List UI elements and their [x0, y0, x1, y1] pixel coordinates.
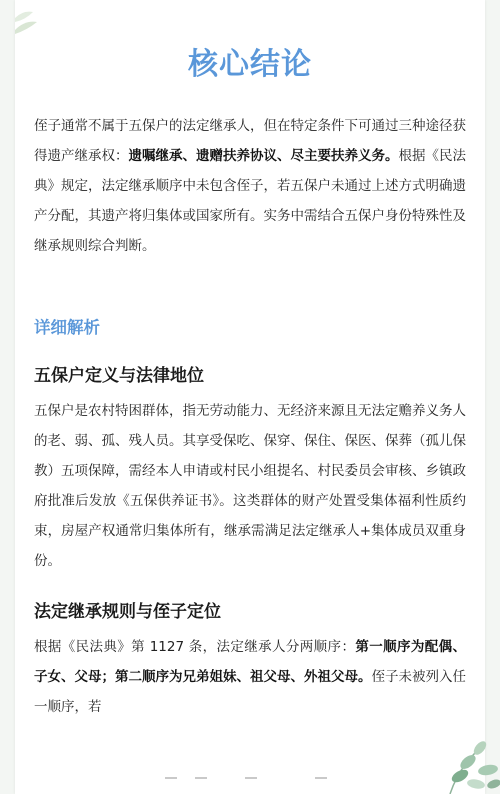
section2-heading: 法定继承规则与侄子定位 — [34, 602, 221, 622]
section2-tail: 侄子未被列入任一顺序，若 — [34, 669, 466, 715]
corner-leaf-icon — [15, 0, 55, 40]
conclusion-lead: 侄子通常不属于五保户的法定继承人，但在特定条件下可通过三种途径获得遗产继承权： — [34, 118, 466, 164]
document-page — [15, 0, 485, 794]
section2-lead: 根据《民法典》第 1127 条，法定继承人分两顺序： — [34, 639, 356, 655]
leaf-decoration-icon — [390, 684, 500, 794]
section1-heading: 五保户定义与法律地位 — [34, 366, 204, 386]
detail-heading: 详细解析 — [34, 318, 100, 337]
page-title: 核心结论 — [188, 47, 312, 82]
divider-dashes — [165, 776, 335, 780]
conclusion-tail: 根据《民法典》规定，法定继承顺序中未包含侄子，若五保户未通过上述方式明确遗产分配，其遗产将归集体或国家所有。实务中需结合五保户身份特殊性及继承规则综合判断。 — [34, 148, 466, 254]
section2-emphasis: 第一顺序为配偶、子女、父母；第二顺序为兄弟姐妹、祖父母、外祖父母。 — [34, 639, 466, 685]
section1-body: 五保户是农村特困群体，指无劳动能力、无经济来源且无法定赡养义务人的老、弱、孤、残人员。其享受保吃、保穿、保住、保医、保葬（孤儿保教）五项保障，需经本人申请或村民小组提名、村民委员会审核、乡镇政府批准后发放《五保供养证书》。这类群体的财产处置受集体福利性质约束，房屋产权通常归集体所有，继承需满足法定继承人+集体成员双重身份。 — [34, 403, 466, 569]
conclusion-emphasis: 遗嘱继承、遗赠扶养协议、尽主要扶养义务。 — [128, 148, 399, 164]
conclusion-paragraph — [34, 111, 466, 261]
